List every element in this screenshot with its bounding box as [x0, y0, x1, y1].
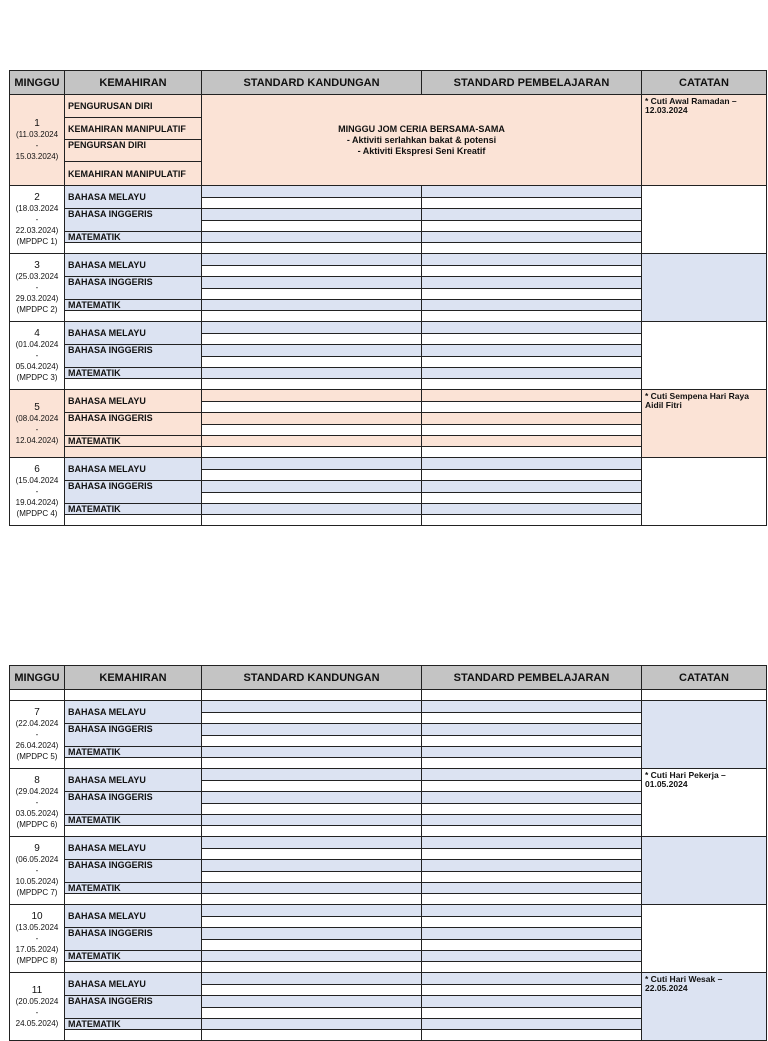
week-dash: -	[35, 934, 39, 943]
week-number: 10	[31, 911, 43, 922]
standard-pembelajaran-cell	[422, 470, 642, 481]
week-dash: -	[35, 424, 39, 434]
week-start: (06.05.2024	[15, 855, 59, 864]
skill-bahasa-melayu: BAHASA MELAYU	[65, 458, 202, 481]
week-subrow	[10, 701, 767, 713]
standard-kandungan-cell	[202, 425, 422, 436]
week1-row	[10, 95, 767, 118]
skill-bahasa-melayu: BAHASA MELAYU	[65, 254, 202, 277]
week-cell	[10, 458, 65, 526]
week-number: 1	[34, 118, 40, 129]
standard-pembelajaran-cell	[422, 186, 642, 198]
week-dash: -	[35, 866, 39, 875]
standard-pembelajaran-cell	[422, 390, 642, 402]
header-minggu: MINGGU	[10, 666, 65, 690]
week-start: (11.03.2024	[15, 130, 59, 139]
skill-bahasa-inggeris: BAHASA INGGERIS	[65, 481, 202, 504]
standard-kandungan-cell	[202, 973, 422, 985]
standard-kandungan-cell	[202, 402, 422, 413]
skill-matematik: MATEMATIK	[65, 951, 202, 962]
standard-kandungan-cell	[202, 334, 422, 345]
skill-blank	[65, 894, 202, 905]
skill-matematik: MATEMATIK	[65, 300, 202, 311]
standard-kandungan-cell	[202, 221, 422, 232]
standard-kandungan-cell	[202, 209, 422, 221]
standard-pembelajaran-cell	[422, 425, 642, 436]
skill-bahasa-inggeris: BAHASA INGGERIS	[65, 860, 202, 883]
standard-pembelajaran-cell	[422, 357, 642, 368]
standard-pembelajaran-cell	[422, 254, 642, 266]
week-subrow	[10, 254, 767, 266]
week-number: 9	[34, 843, 40, 854]
header-standard-kandungan: STANDARD KANDUNGAN	[202, 666, 422, 690]
standard-pembelajaran-cell	[422, 345, 642, 357]
week-cell	[10, 837, 65, 905]
standard-pembelajaran-cell	[422, 837, 642, 849]
schedule-table-2	[9, 665, 767, 1041]
standard-kandungan-cell	[202, 849, 422, 860]
skill-matematik: MATEMATIK	[65, 368, 202, 379]
skill-matematik: MATEMATIK	[65, 436, 202, 447]
skill-blank	[65, 758, 202, 769]
standard-pembelajaran-cell	[422, 713, 642, 724]
skill-bahasa-melayu: BAHASA MELAYU	[65, 322, 202, 345]
week-start: (18.03.2024	[15, 204, 59, 213]
week-end: 12.04.2024)	[15, 435, 59, 445]
skill-blank	[65, 311, 202, 322]
catatan-cell: * Cuti Hari Wesak – 22.05.2024	[642, 973, 767, 1041]
standard-kandungan-cell	[202, 277, 422, 289]
standard-kandungan-cell	[202, 837, 422, 849]
header-catatan: CATATAN	[642, 666, 767, 690]
standard-pembelajaran-cell	[422, 815, 642, 826]
standard-pembelajaran-cell	[422, 758, 642, 769]
skill-cell: PENGURUSAN DIRI	[65, 95, 202, 118]
week-number: 4	[34, 328, 40, 339]
week-end: 19.04.2024)	[15, 498, 59, 507]
schedule-table-1	[9, 70, 767, 526]
week-dash: -	[35, 141, 39, 150]
week-subrow	[10, 322, 767, 334]
skill-cell: KEMAHIRAN MANIPULATIF	[65, 162, 202, 186]
standard-pembelajaran-cell	[422, 368, 642, 379]
standard-kandungan-cell	[202, 300, 422, 311]
week-start: (25.03.2024	[15, 272, 59, 281]
week-mpdpc: (MPDPC 6)	[16, 820, 58, 829]
standard-pembelajaran-cell	[422, 221, 642, 232]
skill-bahasa-melayu: BAHASA MELAYU	[65, 390, 202, 413]
week-cell	[10, 701, 65, 769]
standard-pembelajaran-cell	[422, 917, 642, 928]
standard-pembelajaran-cell	[422, 747, 642, 758]
week-start: (13.05.2024	[15, 923, 59, 932]
standard-kandungan-cell	[202, 390, 422, 402]
week-dash: -	[35, 798, 39, 807]
week-end: 10.05.2024)	[15, 877, 59, 886]
standard-kandungan-cell	[202, 781, 422, 792]
standard-kandungan-cell	[202, 724, 422, 736]
standard-pembelajaran-cell	[422, 458, 642, 470]
week-cell	[10, 322, 65, 390]
standard-kandungan-cell	[202, 1030, 422, 1041]
standard-kandungan-cell	[202, 826, 422, 837]
standard-kandungan-cell	[202, 458, 422, 470]
standard-kandungan-cell	[202, 345, 422, 357]
standard-pembelajaran-cell	[422, 781, 642, 792]
standard-kandungan-cell	[202, 736, 422, 747]
standard-kandungan-cell	[202, 266, 422, 277]
standard-kandungan-cell	[202, 232, 422, 243]
standard-pembelajaran-cell	[422, 883, 642, 894]
standard-kandungan-cell	[202, 198, 422, 209]
skill-blank	[65, 1030, 202, 1041]
week-start: (20.05.2024	[15, 996, 59, 1006]
standard-pembelajaran-cell	[422, 413, 642, 425]
skill-bahasa-inggeris: BAHASA INGGERIS	[65, 413, 202, 436]
standard-kandungan-cell	[202, 368, 422, 379]
week-cell	[10, 254, 65, 322]
standard-pembelajaran-cell	[422, 300, 642, 311]
standard-kandungan-cell	[202, 515, 422, 526]
standard-pembelajaran-cell	[422, 243, 642, 254]
week-subrow	[10, 769, 767, 781]
standard-pembelajaran-cell	[422, 973, 642, 985]
week-end: 29.03.2024)	[15, 294, 59, 303]
week-cell	[10, 905, 65, 973]
standard-pembelajaran-cell	[422, 322, 642, 334]
note-line-1: - Aktiviti serlahkan bakat & potensi	[346, 134, 497, 145]
week-mpdpc: (MPDPC 5)	[16, 752, 58, 761]
week-end: 24.05.2024)	[15, 1018, 59, 1028]
standard-kandungan-cell	[202, 447, 422, 458]
standard-pembelajaran-cell	[422, 266, 642, 277]
standard-kandungan-cell	[202, 504, 422, 515]
standard-kandungan-cell	[202, 860, 422, 872]
standard-pembelajaran-cell	[422, 701, 642, 713]
skill-blank	[65, 515, 202, 526]
skill-matematik: MATEMATIK	[65, 883, 202, 894]
week-mpdpc: (MPDPC 4)	[16, 509, 58, 518]
standard-pembelajaran-cell	[422, 447, 642, 458]
standard-pembelajaran-cell	[422, 209, 642, 221]
standard-kandungan-cell	[202, 747, 422, 758]
catatan-cell	[642, 905, 767, 973]
header-minggu: MINGGU	[10, 71, 65, 95]
standard-kandungan-cell	[202, 905, 422, 917]
skill-bahasa-melayu: BAHASA MELAYU	[65, 973, 202, 996]
standard-kandungan-cell	[202, 713, 422, 724]
week-start: (08.04.2024	[15, 413, 59, 423]
standard-kandungan-cell	[202, 758, 422, 769]
skill-blank	[65, 379, 202, 390]
skill-cell: KEMAHIRAN MANIPULATIF	[65, 118, 202, 140]
week-end: 03.05.2024)	[15, 809, 59, 818]
week-number: 6	[34, 464, 40, 475]
skill-matematik: MATEMATIK	[65, 747, 202, 758]
week-start: (29.04.2024	[15, 787, 59, 796]
standard-kandungan-cell	[202, 243, 422, 254]
header-kemahiran: KEMAHIRAN	[65, 666, 202, 690]
standard-pembelajaran-cell	[422, 311, 642, 322]
standard-kandungan-cell	[202, 985, 422, 996]
week-cell	[10, 95, 65, 186]
standard-kandungan-cell	[202, 481, 422, 493]
standard-pembelajaran-cell	[422, 481, 642, 493]
standard-pembelajaran-cell	[422, 905, 642, 917]
standard-pembelajaran-cell	[422, 804, 642, 815]
standard-kandungan-cell	[202, 470, 422, 481]
week-number: 8	[34, 775, 40, 786]
week-number: 5	[34, 401, 40, 413]
week-start: (15.04.2024	[15, 476, 59, 485]
week-dash: -	[35, 215, 39, 224]
skill-bahasa-inggeris: BAHASA INGGERIS	[65, 928, 202, 951]
standard-kandungan-cell	[202, 254, 422, 266]
standard-kandungan-cell	[202, 894, 422, 905]
standard-kandungan-cell	[202, 1019, 422, 1030]
standard-pembelajaran-cell	[422, 826, 642, 837]
skill-blank	[65, 447, 202, 458]
note-line-2: - Aktiviti Ekspresi Seni Kreatif	[357, 145, 486, 156]
standard-pembelajaran-cell	[422, 504, 642, 515]
header-standard-pembelajaran: STANDARD PEMBELAJARAN	[422, 666, 642, 690]
week-mpdpc: (MPDPC 7)	[16, 888, 58, 897]
skill-bahasa-inggeris: BAHASA INGGERIS	[65, 996, 202, 1019]
week-mpdpc: (MPDPC 1)	[16, 237, 58, 246]
skill-bahasa-melayu: BAHASA MELAYU	[65, 905, 202, 928]
skill-bahasa-inggeris: BAHASA INGGERIS	[65, 724, 202, 747]
header-catatan: CATATAN	[642, 71, 767, 95]
week-number: 7	[34, 707, 40, 718]
catatan-cell	[642, 186, 767, 254]
standard-kandungan-cell	[202, 413, 422, 425]
header-row	[10, 666, 767, 690]
skill-bahasa-inggeris: BAHASA INGGERIS	[65, 792, 202, 815]
skill-bahasa-melayu: BAHASA MELAYU	[65, 186, 202, 209]
standard-pembelajaran-cell	[422, 860, 642, 872]
standard-kandungan-cell	[202, 962, 422, 973]
standard-kandungan-cell	[202, 311, 422, 322]
standard-pembelajaran-cell	[422, 724, 642, 736]
week-subrow	[10, 905, 767, 917]
week-cell	[10, 769, 65, 837]
standard-pembelajaran-cell	[422, 277, 642, 289]
standard-kandungan-cell	[202, 917, 422, 928]
catatan-cell: * Cuti Awal Ramadan – 12.03.2024	[642, 95, 767, 186]
week-end: 05.04.2024)	[15, 362, 59, 371]
standard-kandungan-cell	[202, 804, 422, 815]
standard-pembelajaran-cell	[422, 928, 642, 940]
standard-kandungan-cell	[202, 883, 422, 894]
standard-kandungan-cell	[202, 951, 422, 962]
standard-kandungan-cell	[202, 769, 422, 781]
standard-pembelajaran-cell	[422, 940, 642, 951]
week-mpdpc: (MPDPC 8)	[16, 956, 58, 965]
standard-pembelajaran-cell	[422, 493, 642, 504]
catatan-cell	[642, 254, 767, 322]
week-mpdpc: (MPDPC 2)	[16, 305, 58, 314]
standard-kandungan-cell	[202, 1008, 422, 1019]
standard-kandungan-cell	[202, 436, 422, 447]
skill-bahasa-melayu: BAHASA MELAYU	[65, 701, 202, 724]
skill-bahasa-melayu: BAHASA MELAYU	[65, 769, 202, 792]
standard-pembelajaran-cell	[422, 436, 642, 447]
standard-kandungan-cell	[202, 815, 422, 826]
note-title: MINGGU JOM CERIA BERSAMA-SAMA	[338, 123, 505, 134]
standard-pembelajaran-cell	[422, 1030, 642, 1041]
skill-blank	[65, 962, 202, 973]
standard-pembelajaran-cell	[422, 334, 642, 345]
week-number: 11	[31, 984, 43, 996]
skill-bahasa-inggeris: BAHASA INGGERIS	[65, 345, 202, 368]
standard-pembelajaran-cell	[422, 951, 642, 962]
standard-pembelajaran-cell	[422, 1019, 642, 1030]
standard-kandungan-cell	[202, 289, 422, 300]
standard-pembelajaran-cell	[422, 769, 642, 781]
standard-pembelajaran-cell	[422, 894, 642, 905]
skill-cell: PENGURSAN DIRI	[65, 140, 202, 162]
standard-pembelajaran-cell	[422, 515, 642, 526]
standard-kandungan-cell	[202, 493, 422, 504]
week-end: 15.03.2024)	[15, 152, 59, 161]
skill-blank	[65, 243, 202, 254]
standard-pembelajaran-cell	[422, 736, 642, 747]
week-subrow	[10, 186, 767, 198]
standard-kandungan-cell	[202, 928, 422, 940]
week-subrow	[10, 837, 767, 849]
standard-pembelajaran-cell	[422, 289, 642, 300]
week-cell	[10, 973, 65, 1041]
week-number: 2	[34, 192, 40, 203]
standard-kandungan-cell	[202, 379, 422, 390]
week-mpdpc: (MPDPC 3)	[16, 373, 58, 382]
catatan-cell	[642, 458, 767, 526]
standard-kandungan-cell	[202, 792, 422, 804]
standard-pembelajaran-cell	[422, 985, 642, 996]
week-dash: -	[35, 730, 39, 739]
standard-pembelajaran-cell	[422, 1008, 642, 1019]
week-cell	[10, 186, 65, 254]
week-end: 22.03.2024)	[15, 226, 59, 235]
week-subrow	[10, 390, 767, 402]
standard-pembelajaran-cell	[422, 962, 642, 973]
standard-kandungan-cell	[202, 186, 422, 198]
standard-pembelajaran-cell	[422, 996, 642, 1008]
week-start: (01.04.2024	[15, 340, 59, 349]
header-standard-kandungan: STANDARD KANDUNGAN	[202, 71, 422, 95]
standard-kandungan-cell	[202, 996, 422, 1008]
catatan-cell: * Cuti Hari Pekerja – 01.05.2024	[642, 769, 767, 837]
week-number: 3	[34, 260, 40, 271]
header-kemahiran: KEMAHIRAN	[65, 71, 202, 95]
standard-kandungan-cell	[202, 940, 422, 951]
skill-bahasa-inggeris: BAHASA INGGERIS	[65, 209, 202, 232]
standard-pembelajaran-cell	[422, 872, 642, 883]
standard-pembelajaran-cell	[422, 379, 642, 390]
week-dash: -	[35, 487, 39, 496]
skill-matematik: MATEMATIK	[65, 504, 202, 515]
catatan-cell: * Cuti Sempena Hari Raya Aidil Fitri	[642, 390, 767, 458]
standard-pembelajaran-cell	[422, 849, 642, 860]
skill-matematik: MATEMATIK	[65, 815, 202, 826]
week-end: 26.04.2024)	[15, 741, 59, 750]
header-row	[10, 71, 767, 95]
spacer-row	[10, 690, 767, 701]
week-dash: -	[35, 283, 39, 292]
skill-matematik: MATEMATIK	[65, 232, 202, 243]
week-end: 17.05.2024)	[15, 945, 59, 954]
week-dash: -	[35, 1007, 39, 1017]
standard-pembelajaran-cell	[422, 792, 642, 804]
skill-bahasa-inggeris: BAHASA INGGERIS	[65, 277, 202, 300]
catatan-cell	[642, 322, 767, 390]
skill-matematik: MATEMATIK	[65, 1019, 202, 1030]
standard-pembelajaran-cell	[422, 402, 642, 413]
catatan-cell	[642, 837, 767, 905]
standard-kandungan-cell	[202, 872, 422, 883]
week-cell	[10, 390, 65, 458]
standard-kandungan-cell	[202, 357, 422, 368]
standard-kandungan-cell	[202, 701, 422, 713]
standard-pembelajaran-cell	[422, 232, 642, 243]
skill-bahasa-melayu: BAHASA MELAYU	[65, 837, 202, 860]
standard-pembelajaran-cell	[422, 198, 642, 209]
week-subrow	[10, 973, 767, 985]
header-standard-pembelajaran: STANDARD PEMBELAJARAN	[422, 71, 642, 95]
week-start: (22.04.2024	[15, 719, 59, 728]
week-dash: -	[35, 351, 39, 360]
week-subrow	[10, 458, 767, 470]
catatan-cell	[642, 701, 767, 769]
standard-kandungan-cell	[202, 322, 422, 334]
special-week-note	[202, 95, 642, 186]
skill-blank	[65, 826, 202, 837]
